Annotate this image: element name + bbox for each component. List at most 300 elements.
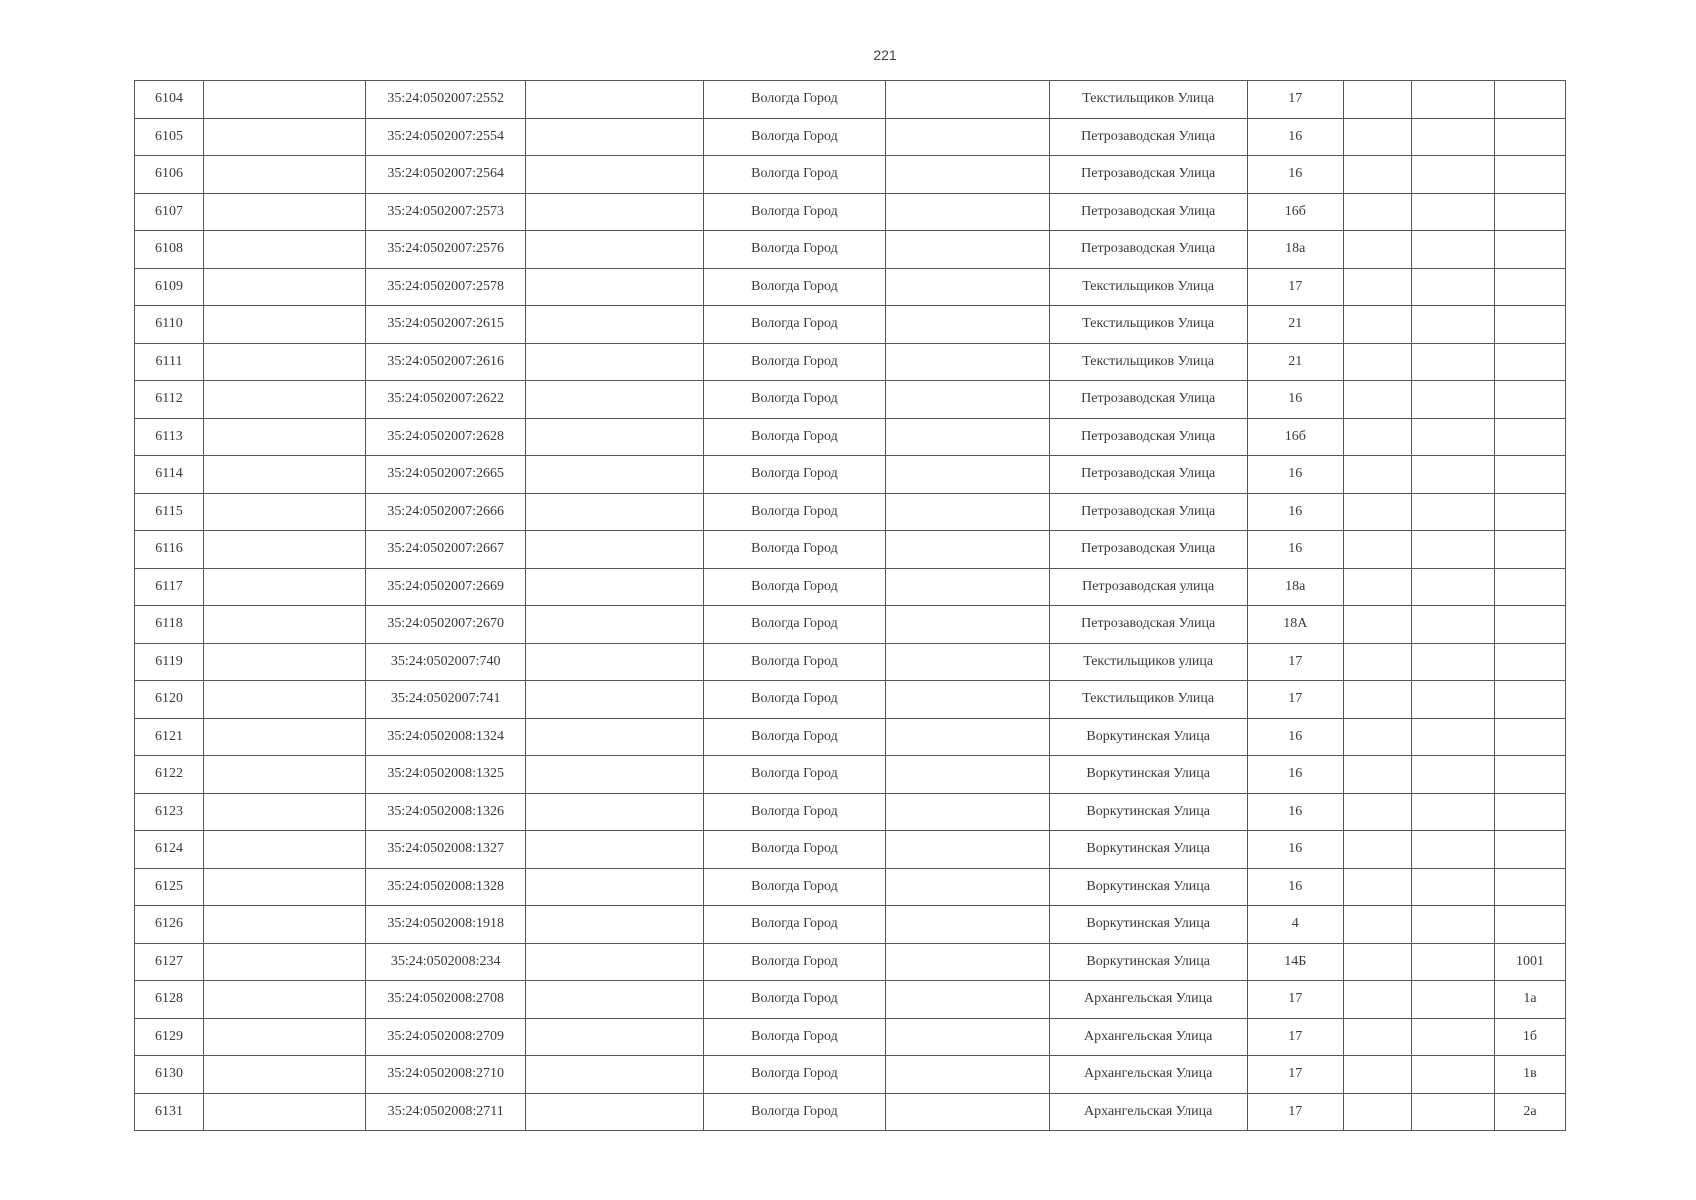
street-cell: Петрозаводская Улица <box>1049 456 1247 494</box>
empty-cell <box>1411 231 1494 269</box>
street-cell: Петрозаводская Улица <box>1049 118 1247 156</box>
street-cell: Петрозаводская Улица <box>1049 381 1247 419</box>
city-cell: Вологда Город <box>704 418 885 456</box>
row-number-cell: 6126 <box>135 906 204 944</box>
cadastral-number-cell: 35:24:0502007:2666 <box>366 493 526 531</box>
row-number-cell: 6115 <box>135 493 204 531</box>
house-number-cell: 17 <box>1247 1056 1343 1094</box>
empty-cell <box>1411 1018 1494 1056</box>
street-cell: Петрозаводская улица <box>1049 568 1247 606</box>
street-cell: Архангельская Улица <box>1049 1093 1247 1131</box>
empty-cell <box>526 906 704 944</box>
apartment-cell <box>1494 381 1565 419</box>
city-cell: Вологда Город <box>704 868 885 906</box>
table-row <box>135 643 1566 681</box>
empty-cell <box>1343 343 1411 381</box>
table-row <box>135 493 1566 531</box>
empty-cell <box>1411 493 1494 531</box>
empty-cell <box>885 268 1049 306</box>
table-row <box>135 1018 1566 1056</box>
house-number-cell: 21 <box>1247 306 1343 344</box>
row-number-cell: 6110 <box>135 306 204 344</box>
cadastral-number-cell: 35:24:0502007:2670 <box>366 606 526 644</box>
table-row <box>135 906 1566 944</box>
row-number-cell: 6124 <box>135 831 204 869</box>
cadastral-number-cell: 35:24:0502008:1326 <box>366 793 526 831</box>
apartment-cell <box>1494 193 1565 231</box>
empty-cell <box>1411 681 1494 719</box>
cadastral-number-cell: 35:24:0502007:2667 <box>366 531 526 569</box>
city-cell: Вологда Город <box>704 193 885 231</box>
table-row <box>135 193 1566 231</box>
city-cell: Вологда Город <box>704 81 885 119</box>
empty-cell <box>1411 718 1494 756</box>
empty-cell <box>885 306 1049 344</box>
row-number-cell: 6107 <box>135 193 204 231</box>
row-number-cell: 6123 <box>135 793 204 831</box>
table-row <box>135 1056 1566 1094</box>
cadastral-number-cell: 35:24:0502008:2710 <box>366 1056 526 1094</box>
city-cell: Вологда Город <box>704 381 885 419</box>
empty-cell <box>1411 831 1494 869</box>
apartment-cell <box>1494 306 1565 344</box>
street-cell: Текстильщиков Улица <box>1049 343 1247 381</box>
table-row <box>135 306 1566 344</box>
empty-cell <box>1343 643 1411 681</box>
table-row <box>135 718 1566 756</box>
city-cell: Вологда Город <box>704 306 885 344</box>
empty-cell <box>526 793 704 831</box>
empty-cell <box>1343 418 1411 456</box>
city-cell: Вологда Город <box>704 531 885 569</box>
apartment-cell <box>1494 868 1565 906</box>
empty-cell <box>885 1056 1049 1094</box>
table-row <box>135 531 1566 569</box>
city-cell: Вологда Город <box>704 943 885 981</box>
empty-cell <box>1343 1056 1411 1094</box>
empty-cell <box>885 793 1049 831</box>
cadastral-number-cell: 35:24:0502007:2576 <box>366 231 526 269</box>
cadastral-number-cell: 35:24:0502007:2669 <box>366 568 526 606</box>
house-number-cell: 16 <box>1247 156 1343 194</box>
empty-cell <box>204 793 366 831</box>
row-number-cell: 6127 <box>135 943 204 981</box>
table-row <box>135 381 1566 419</box>
house-number-cell: 17 <box>1247 981 1343 1019</box>
empty-cell <box>526 193 704 231</box>
city-cell: Вологда Город <box>704 118 885 156</box>
house-number-cell: 18а <box>1247 568 1343 606</box>
cadastral-number-cell: 35:24:0502008:1918 <box>366 906 526 944</box>
empty-cell <box>1411 643 1494 681</box>
row-number-cell: 6114 <box>135 456 204 494</box>
row-number-cell: 6128 <box>135 981 204 1019</box>
street-cell: Воркутинская Улица <box>1049 868 1247 906</box>
row-number-cell: 6104 <box>135 81 204 119</box>
empty-cell <box>204 531 366 569</box>
empty-cell <box>526 981 704 1019</box>
empty-cell <box>885 343 1049 381</box>
street-cell: Воркутинская Улица <box>1049 831 1247 869</box>
row-number-cell: 6131 <box>135 1093 204 1131</box>
cadastral-number-cell: 35:24:0502007:2622 <box>366 381 526 419</box>
empty-cell <box>885 943 1049 981</box>
house-number-cell: 17 <box>1247 268 1343 306</box>
empty-cell <box>526 606 704 644</box>
empty-cell <box>526 343 704 381</box>
empty-cell <box>885 456 1049 494</box>
empty-cell <box>204 193 366 231</box>
cadastral-number-cell: 35:24:0502007:2573 <box>366 193 526 231</box>
house-number-cell: 16 <box>1247 868 1343 906</box>
street-cell: Архангельская Улица <box>1049 981 1247 1019</box>
apartment-cell <box>1494 268 1565 306</box>
empty-cell <box>1411 81 1494 119</box>
empty-cell <box>526 456 704 494</box>
cadastral-number-cell: 35:24:0502007:2628 <box>366 418 526 456</box>
row-number-cell: 6125 <box>135 868 204 906</box>
empty-cell <box>1343 1093 1411 1131</box>
apartment-cell <box>1494 831 1565 869</box>
apartment-cell <box>1494 718 1565 756</box>
house-number-cell: 16 <box>1247 381 1343 419</box>
empty-cell <box>526 156 704 194</box>
house-number-cell: 16 <box>1247 531 1343 569</box>
empty-cell <box>526 718 704 756</box>
row-number-cell: 6106 <box>135 156 204 194</box>
cadastral-number-cell: 35:24:0502007:2552 <box>366 81 526 119</box>
empty-cell <box>1411 531 1494 569</box>
empty-cell <box>885 568 1049 606</box>
apartment-cell <box>1494 418 1565 456</box>
table-row <box>135 943 1566 981</box>
apartment-cell <box>1494 681 1565 719</box>
house-number-cell: 14Б <box>1247 943 1343 981</box>
empty-cell <box>204 343 366 381</box>
empty-cell <box>1343 193 1411 231</box>
cadastral-number-cell: 35:24:0502008:2709 <box>366 1018 526 1056</box>
house-number-cell: 16б <box>1247 193 1343 231</box>
empty-cell <box>526 381 704 419</box>
empty-cell <box>204 418 366 456</box>
city-cell: Вологда Город <box>704 981 885 1019</box>
cadastral-number-cell: 35:24:0502008:234 <box>366 943 526 981</box>
empty-cell <box>1343 981 1411 1019</box>
apartment-cell <box>1494 793 1565 831</box>
empty-cell <box>526 1093 704 1131</box>
empty-cell <box>885 681 1049 719</box>
empty-cell <box>1343 268 1411 306</box>
house-number-cell: 17 <box>1247 81 1343 119</box>
cadastral-number-cell: 35:24:0502007:2615 <box>366 306 526 344</box>
city-cell: Вологда Город <box>704 343 885 381</box>
empty-cell <box>885 418 1049 456</box>
house-number-cell: 16 <box>1247 118 1343 156</box>
empty-cell <box>885 118 1049 156</box>
city-cell: Вологда Город <box>704 268 885 306</box>
empty-cell <box>204 118 366 156</box>
table-row <box>135 268 1566 306</box>
row-number-cell: 6105 <box>135 118 204 156</box>
table-row <box>135 343 1566 381</box>
apartment-cell <box>1494 493 1565 531</box>
street-cell: Петрозаводская Улица <box>1049 231 1247 269</box>
empty-cell <box>204 906 366 944</box>
empty-cell <box>1343 118 1411 156</box>
empty-cell <box>1411 981 1494 1019</box>
empty-cell <box>1411 118 1494 156</box>
empty-cell <box>526 568 704 606</box>
empty-cell <box>526 943 704 981</box>
empty-cell <box>1411 943 1494 981</box>
empty-cell <box>885 1093 1049 1131</box>
empty-cell <box>1411 381 1494 419</box>
empty-cell <box>885 231 1049 269</box>
empty-cell <box>204 606 366 644</box>
empty-cell <box>204 756 366 794</box>
city-cell: Вологда Город <box>704 756 885 794</box>
table-row <box>135 231 1566 269</box>
row-number-cell: 6121 <box>135 718 204 756</box>
city-cell: Вологда Город <box>704 1056 885 1094</box>
cadastral-number-cell: 35:24:0502007:740 <box>366 643 526 681</box>
empty-cell <box>526 1018 704 1056</box>
empty-cell <box>204 381 366 419</box>
city-cell: Вологда Город <box>704 156 885 194</box>
empty-cell <box>1343 831 1411 869</box>
row-number-cell: 6118 <box>135 606 204 644</box>
empty-cell <box>885 981 1049 1019</box>
street-cell: Текстильщиков Улица <box>1049 81 1247 119</box>
city-cell: Вологда Город <box>704 606 885 644</box>
empty-cell <box>885 381 1049 419</box>
empty-cell <box>885 643 1049 681</box>
apartment-cell: 1в <box>1494 1056 1565 1094</box>
street-cell: Воркутинская Улица <box>1049 906 1247 944</box>
empty-cell <box>1343 568 1411 606</box>
empty-cell <box>204 456 366 494</box>
empty-cell <box>1411 606 1494 644</box>
empty-cell <box>526 531 704 569</box>
table-row <box>135 156 1566 194</box>
apartment-cell <box>1494 156 1565 194</box>
street-cell: Петрозаводская Улица <box>1049 156 1247 194</box>
cadastral-number-cell: 35:24:0502008:2708 <box>366 981 526 1019</box>
empty-cell <box>1411 1056 1494 1094</box>
table-row <box>135 981 1566 1019</box>
empty-cell <box>526 306 704 344</box>
city-cell: Вологда Город <box>704 456 885 494</box>
empty-cell <box>526 268 704 306</box>
city-cell: Вологда Город <box>704 568 885 606</box>
empty-cell <box>885 606 1049 644</box>
row-number-cell: 6122 <box>135 756 204 794</box>
table-row <box>135 456 1566 494</box>
row-number-cell: 6111 <box>135 343 204 381</box>
property-registry-table <box>134 80 1566 1131</box>
street-cell: Петрозаводская Улица <box>1049 531 1247 569</box>
apartment-cell <box>1494 343 1565 381</box>
empty-cell <box>1343 1018 1411 1056</box>
street-cell: Воркутинская Улица <box>1049 793 1247 831</box>
table-row <box>135 1093 1566 1131</box>
table-row <box>135 793 1566 831</box>
apartment-cell <box>1494 81 1565 119</box>
empty-cell <box>526 1056 704 1094</box>
street-cell: Воркутинская Улица <box>1049 718 1247 756</box>
empty-cell <box>204 868 366 906</box>
empty-cell <box>204 1093 366 1131</box>
empty-cell <box>526 493 704 531</box>
empty-cell <box>526 831 704 869</box>
cadastral-number-cell: 35:24:0502007:2554 <box>366 118 526 156</box>
empty-cell <box>526 643 704 681</box>
empty-cell <box>204 681 366 719</box>
empty-cell <box>1343 306 1411 344</box>
empty-cell <box>1343 718 1411 756</box>
empty-cell <box>204 1018 366 1056</box>
cadastral-number-cell: 35:24:0502007:2665 <box>366 456 526 494</box>
house-number-cell: 16 <box>1247 718 1343 756</box>
city-cell: Вологда Город <box>704 231 885 269</box>
apartment-cell <box>1494 531 1565 569</box>
cadastral-number-cell: 35:24:0502007:741 <box>366 681 526 719</box>
street-cell: Архангельская Улица <box>1049 1018 1247 1056</box>
street-cell: Текстильщиков Улица <box>1049 268 1247 306</box>
empty-cell <box>1343 381 1411 419</box>
empty-cell <box>1343 231 1411 269</box>
empty-cell <box>885 868 1049 906</box>
empty-cell <box>204 81 366 119</box>
empty-cell <box>204 1056 366 1094</box>
empty-cell <box>1343 456 1411 494</box>
city-cell: Вологда Город <box>704 1093 885 1131</box>
house-number-cell: 18А <box>1247 606 1343 644</box>
empty-cell <box>204 306 366 344</box>
apartment-cell <box>1494 643 1565 681</box>
empty-cell <box>1411 156 1494 194</box>
table-row <box>135 81 1566 119</box>
house-number-cell: 16 <box>1247 793 1343 831</box>
apartment-cell <box>1494 231 1565 269</box>
row-number-cell: 6129 <box>135 1018 204 1056</box>
apartment-cell <box>1494 756 1565 794</box>
empty-cell <box>526 681 704 719</box>
apartment-cell: 1а <box>1494 981 1565 1019</box>
empty-cell <box>1411 343 1494 381</box>
city-cell: Вологда Город <box>704 681 885 719</box>
empty-cell <box>1343 756 1411 794</box>
street-cell: Петрозаводская Улица <box>1049 193 1247 231</box>
empty-cell <box>885 906 1049 944</box>
house-number-cell: 21 <box>1247 343 1343 381</box>
apartment-cell: 1001 <box>1494 943 1565 981</box>
empty-cell <box>526 81 704 119</box>
house-number-cell: 16 <box>1247 456 1343 494</box>
empty-cell <box>1343 868 1411 906</box>
house-number-cell: 17 <box>1247 1093 1343 1131</box>
city-cell: Вологда Город <box>704 493 885 531</box>
page-number: 221 <box>873 47 897 63</box>
house-number-cell: 16б <box>1247 418 1343 456</box>
city-cell: Вологда Город <box>704 906 885 944</box>
row-number-cell: 6130 <box>135 1056 204 1094</box>
empty-cell <box>1411 906 1494 944</box>
empty-cell <box>885 156 1049 194</box>
city-cell: Вологда Город <box>704 831 885 869</box>
house-number-cell: 16 <box>1247 756 1343 794</box>
street-cell: Петрозаводская Улица <box>1049 493 1247 531</box>
street-cell: Петрозаводская Улица <box>1049 606 1247 644</box>
empty-cell <box>1343 606 1411 644</box>
empty-cell <box>204 268 366 306</box>
cadastral-number-cell: 35:24:0502007:2578 <box>366 268 526 306</box>
empty-cell <box>526 231 704 269</box>
cadastral-number-cell: 35:24:0502007:2616 <box>366 343 526 381</box>
empty-cell <box>1411 456 1494 494</box>
street-cell: Воркутинская Улица <box>1049 756 1247 794</box>
apartment-cell <box>1494 118 1565 156</box>
empty-cell <box>1411 756 1494 794</box>
street-cell: Архангельская Улица <box>1049 1056 1247 1094</box>
row-number-cell: 6108 <box>135 231 204 269</box>
house-number-cell: 16 <box>1247 493 1343 531</box>
empty-cell <box>885 193 1049 231</box>
house-number-cell: 17 <box>1247 643 1343 681</box>
empty-cell <box>204 981 366 1019</box>
empty-cell <box>1343 906 1411 944</box>
empty-cell <box>204 718 366 756</box>
empty-cell <box>526 756 704 794</box>
house-number-cell: 17 <box>1247 1018 1343 1056</box>
empty-cell <box>204 156 366 194</box>
house-number-cell: 18а <box>1247 231 1343 269</box>
row-number-cell: 6117 <box>135 568 204 606</box>
empty-cell <box>1343 943 1411 981</box>
empty-cell <box>526 868 704 906</box>
table-row <box>135 681 1566 719</box>
empty-cell <box>1343 793 1411 831</box>
empty-cell <box>1411 868 1494 906</box>
empty-cell <box>1343 493 1411 531</box>
street-cell: Воркутинская Улица <box>1049 943 1247 981</box>
empty-cell <box>1343 156 1411 194</box>
street-cell: Текстильщиков Улица <box>1049 681 1247 719</box>
cadastral-number-cell: 35:24:0502007:2564 <box>366 156 526 194</box>
cadastral-number-cell: 35:24:0502008:1328 <box>366 868 526 906</box>
empty-cell <box>204 643 366 681</box>
empty-cell <box>1411 306 1494 344</box>
empty-cell <box>204 568 366 606</box>
empty-cell <box>204 493 366 531</box>
empty-cell <box>885 1018 1049 1056</box>
empty-cell <box>1411 193 1494 231</box>
apartment-cell <box>1494 568 1565 606</box>
empty-cell <box>885 493 1049 531</box>
empty-cell <box>885 831 1049 869</box>
empty-cell <box>885 756 1049 794</box>
apartment-cell: 2а <box>1494 1093 1565 1131</box>
table-row <box>135 418 1566 456</box>
empty-cell <box>204 231 366 269</box>
row-number-cell: 6112 <box>135 381 204 419</box>
empty-cell <box>1343 81 1411 119</box>
table-row <box>135 606 1566 644</box>
city-cell: Вологда Город <box>704 1018 885 1056</box>
table-row <box>135 868 1566 906</box>
empty-cell <box>885 81 1049 119</box>
table-row <box>135 756 1566 794</box>
